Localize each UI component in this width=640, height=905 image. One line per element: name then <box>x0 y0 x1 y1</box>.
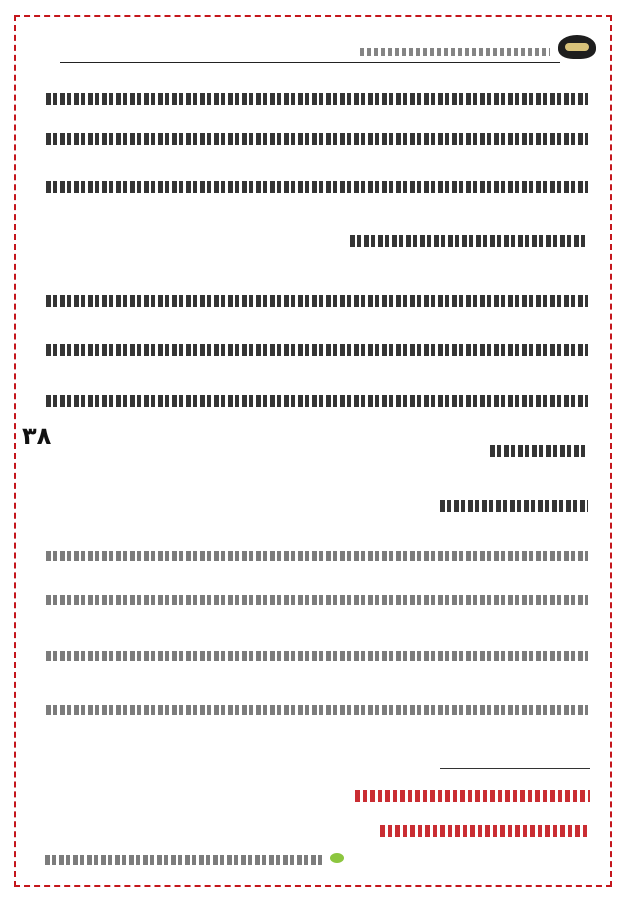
text-line <box>46 651 588 661</box>
header-divider <box>60 62 560 63</box>
text-line <box>46 551 588 561</box>
header-logo-icon <box>558 35 596 59</box>
text-line <box>440 500 588 512</box>
text-line <box>46 344 588 356</box>
text-line <box>46 595 588 605</box>
text-line <box>46 133 588 145</box>
footnote-divider <box>440 768 590 769</box>
text-line <box>46 93 588 105</box>
text-line <box>46 705 588 715</box>
text-line <box>490 445 588 457</box>
footnote-line <box>380 825 590 837</box>
page-number: ٣٨ <box>22 422 52 450</box>
running-header <box>360 48 550 56</box>
footer-author <box>45 855 325 865</box>
text-line <box>46 295 588 307</box>
text-line <box>46 395 588 407</box>
leaf-icon <box>330 853 344 863</box>
text-line <box>350 235 588 247</box>
text-line <box>46 181 588 193</box>
footnote-line <box>355 790 590 802</box>
